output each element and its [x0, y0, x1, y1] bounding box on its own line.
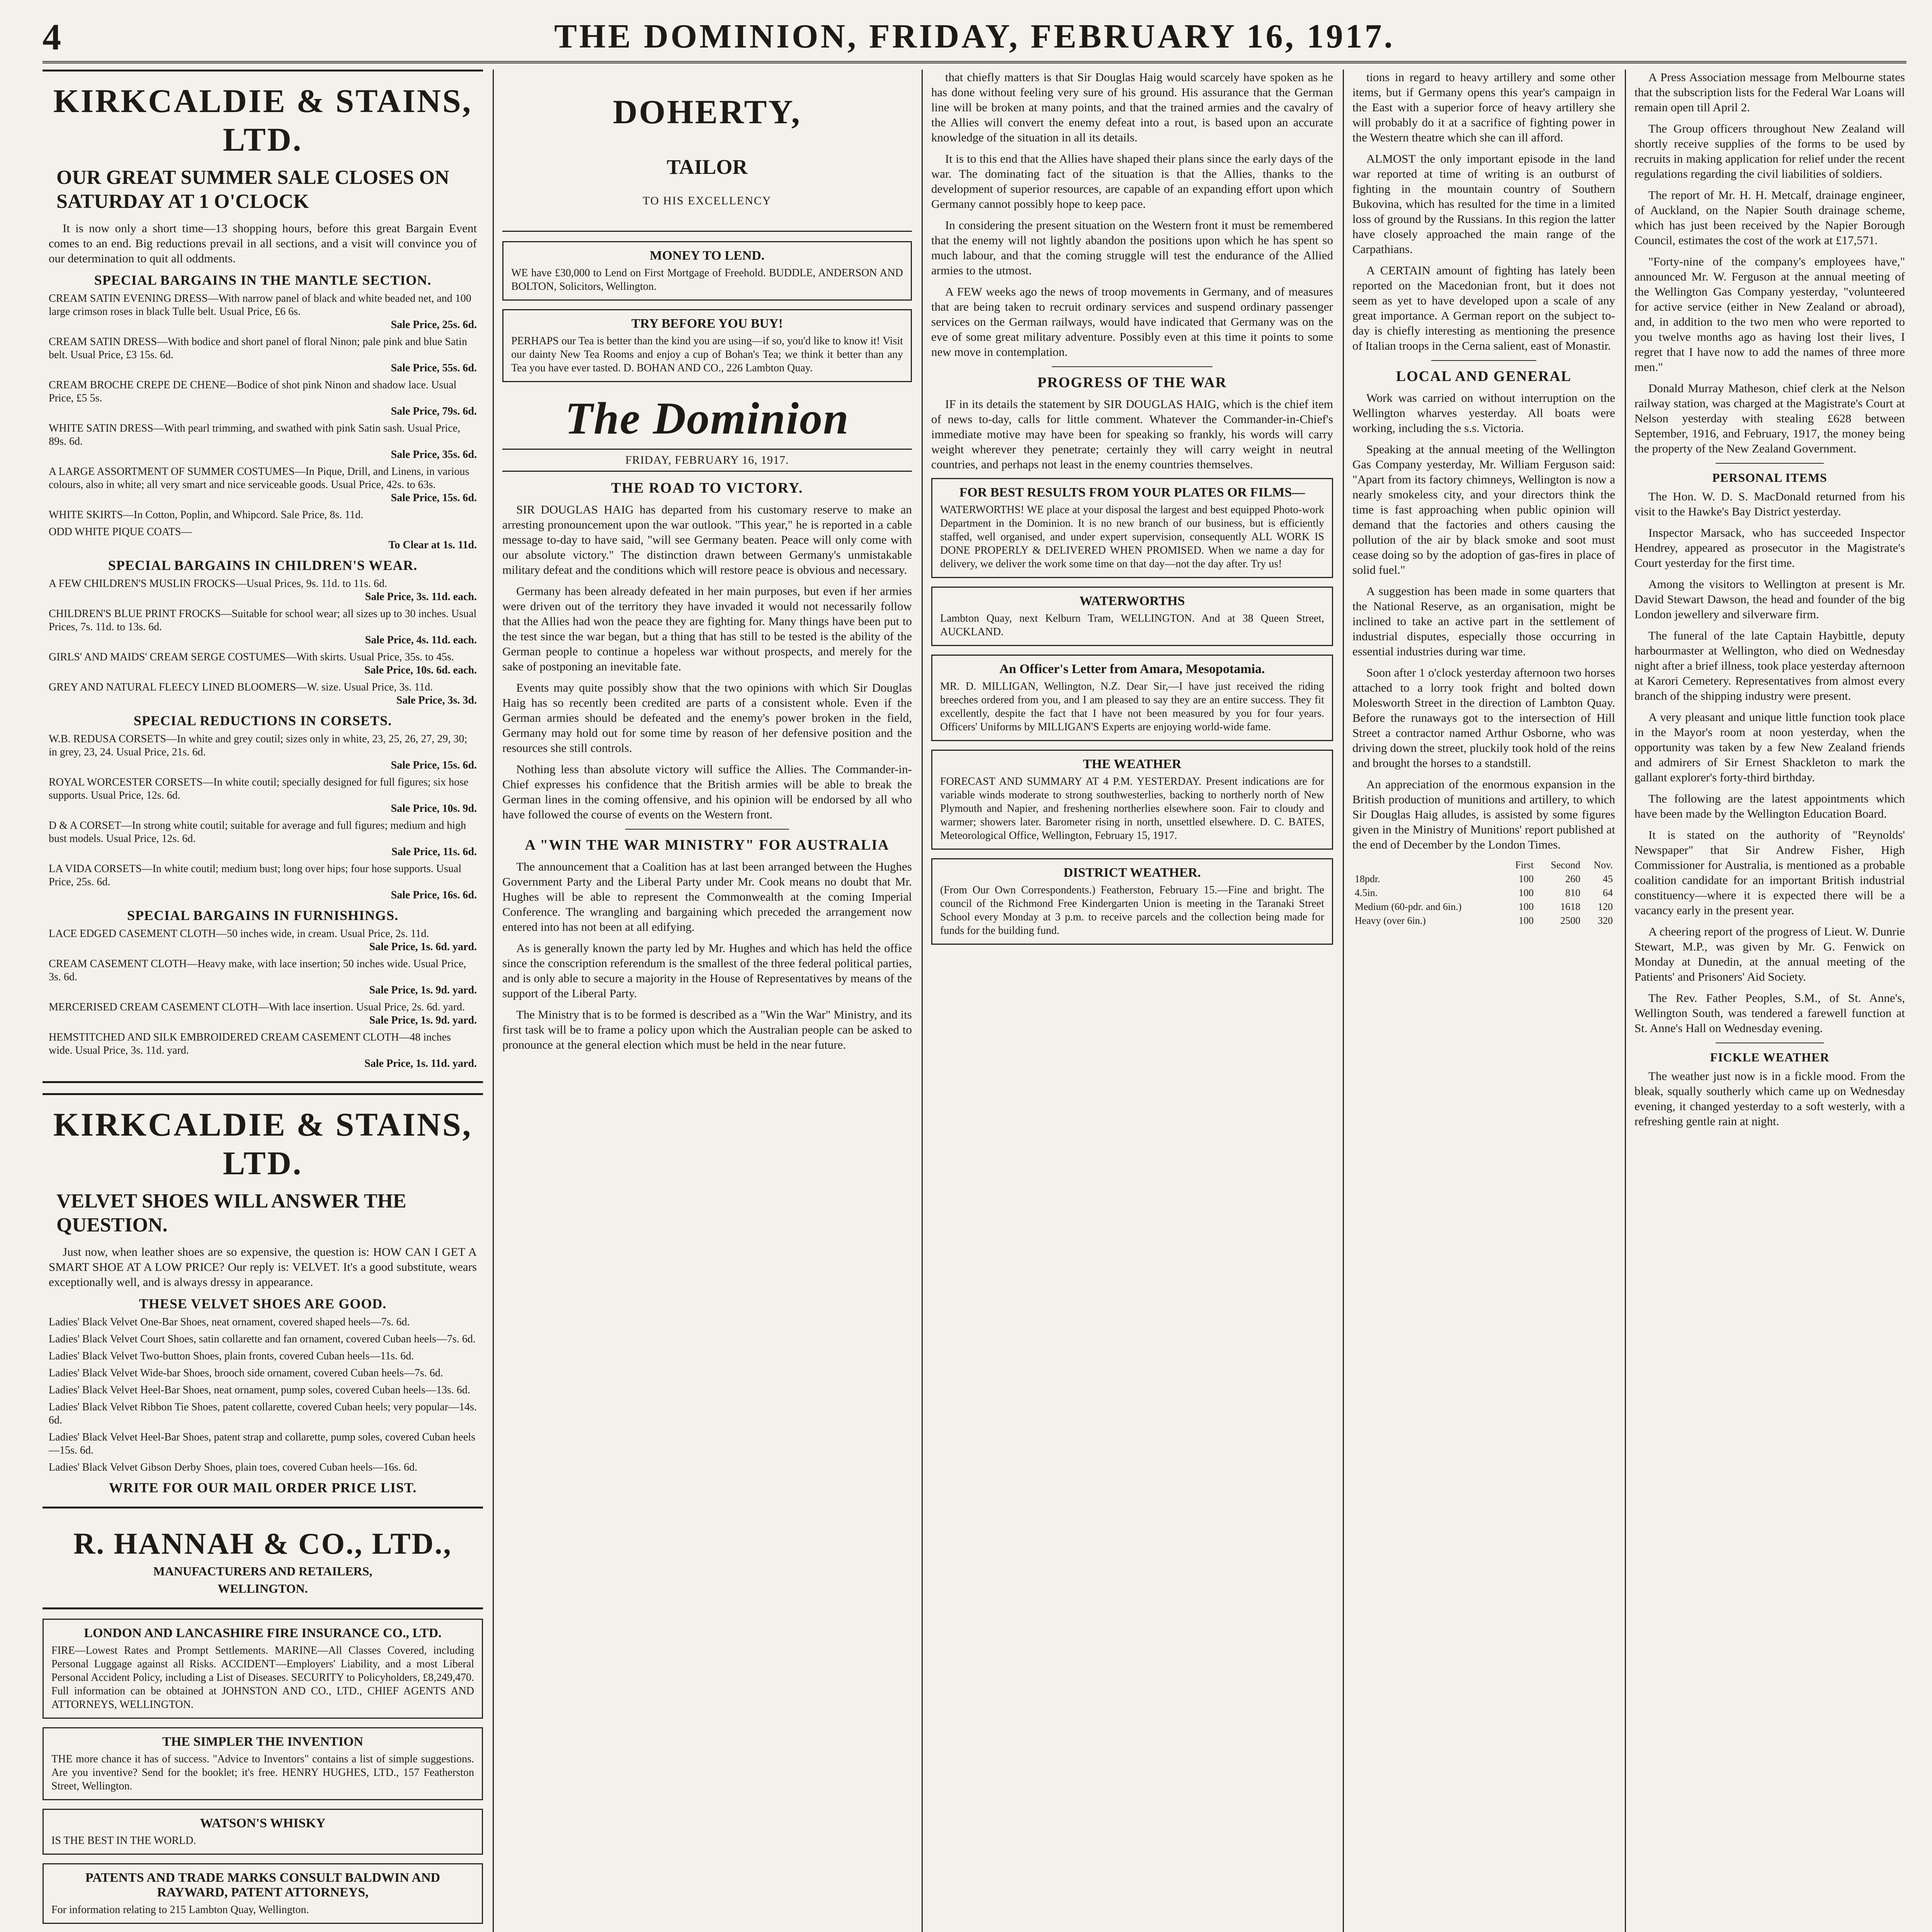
table-cell: Second: [1551, 859, 1580, 871]
paragraph: The Group officers throughout New Zealand will shortly receive supplies of the forms to be used by recruits in making application for relief under the recent regulations regarding the civil liabilities of soldiers.: [1634, 122, 1905, 180]
paragraph: Work was carried on without interruption on the Wellington wharves yesterday. All boats were working, including the s.s. Victoria.: [1352, 391, 1615, 435]
table-cell: 320: [1598, 915, 1613, 926]
column-divider: [493, 70, 494, 1932]
ad-heading: An Officer's Letter from Amara, Mesopotamia.: [999, 662, 1265, 676]
shoe-item: Ladies' Black Velvet Heel-Bar Shoes, neat ornament, pump soles, covered Cuban heels—13s. 6d.: [49, 1384, 470, 1396]
bargain-price: Sale Price, 55s. 6d.: [391, 362, 477, 374]
paragraph: A suggestion has been made in some quarters that the National Reserve, as an organisation, might be inclined to take an active part in the settlement of industrial disputes, especially those occurring in essential industries during war time.: [1352, 584, 1615, 658]
table-cell: [1352, 858, 1505, 872]
ad-text: MR. D. MILLIGAN, Wellington, N.Z. Dear Sir,—I have just received the riding breeches ordered from you, and I am pleased to say they are an entire success. They fit excellently, despite the fact that I have not been measured by you for four years. Officers' Uniforms by MILLIGAN'S Experts are enjoying world-wide fame.: [940, 680, 1324, 733]
bargain-description: WHITE SATIN DRESS—With pearl trimming, and swathed with pink Satin sash. Usual Price, 89s. 6d.: [49, 422, 461, 447]
bargain-item: [49, 526, 477, 552]
advert-intro: It is now only a short time—13 shopping hours, before this great Bargain Event comes to an end. Big reductions prevail in all sections, and a visit will convince you of our determination to quit all oddments.: [49, 221, 477, 265]
article-headline: THE ROAD TO VICTORY.: [611, 480, 803, 496]
mail-order-note: WRITE FOR OUR MAIL ORDER PRICE LIST.: [109, 1480, 417, 1495]
table-row: [1352, 872, 1615, 886]
bargain-description: W.B. REDUSA CORSETS—In white and grey coutil; sizes only in white, 23, 25, 26, 27, 29, 30; in grey, 23, 24. Usual Price, 21s. 6d.: [49, 733, 468, 758]
paragraph: that chiefly matters is that Sir Douglas Haig would scarcely have spoken as he has done without feeling very sure of his ground. His assurance that the German line will be broken at many points, and that the trained armies and the cavalry of the Allies will convert the enemy defeat into a rout, is based upon an accurate knowledge of the situation in all its details.: [931, 70, 1333, 144]
advert-line: MANUFACTURERS AND RETAILERS,: [153, 1564, 372, 1578]
classified-ads: [931, 478, 1333, 945]
bargain-item: [49, 607, 477, 647]
shoe-list: [49, 1316, 477, 1474]
paragraph: It is to this end that the Allies have shaped their plans since the early days of the war. The dominating fact of the situation is that the Allies, thanks to the development of superior resources, are capable of an expanding effort upon which Germany cannot possibly hope to keep pace.: [931, 152, 1333, 211]
classified-ad: [502, 241, 912, 301]
shoe-item: Ladies' Black Velvet Two-button Shoes, plain fronts, covered Cuban heels—11s. 6d.: [49, 1350, 414, 1362]
table-cell: 4.5in.: [1355, 887, 1378, 898]
bargain-description: A LARGE ASSORTMENT OF SUMMER COSTUMES—In Pique, Drill, and Linens, in various colours, also in white; all very smart and nice serviceable goods. Usual Price, 42s. to 63s.: [49, 466, 469, 491]
section-heading: THESE VELVET SHOES ARE GOOD.: [139, 1296, 387, 1311]
table-cell: 2500: [1560, 915, 1580, 926]
divider: [1431, 360, 1536, 361]
paragraph: Events may quite possibly show that the two opinions with which Sir Douglas Haig has so recently been credited are parts of a consistent whole. Even if the German armies should be defeated and the enemy's power broken in the field, Germany may hold out for some time by reason of her defensive position and the resources she still controls.: [502, 681, 912, 755]
ad-text: (From Our Own Correspondents.) Featherston, February 15.—Fine and bright. The council of the Richmond Free Kindergarten Union is meeting in the Taranaki Street School every Monday at 3 p.m. to receive parcels and the collection being made for funds for the building fund.: [940, 884, 1324, 937]
masthead-rule: [43, 61, 1906, 63]
bargain-price: Sale Price, 1s. 11d. yard.: [364, 1058, 477, 1070]
advert-appointment: TO HIS EXCELLENCY: [643, 194, 772, 207]
table-cell: 100: [1519, 873, 1534, 884]
bargain-price: Sale Price, 4s. 11d. each.: [365, 634, 477, 646]
masthead-title: THE DOMINION, FRIDAY, FEBRUARY 16, 1917.: [554, 18, 1395, 55]
paragraph: IF in its details the statement by SIR DOUGLAS HAIG, which is the chief item of news to-day, calls for little comment. Whatever the Commander-in-Chief's immediate motive may have been for speaking so frankly, his words will carry weight wherever they penetrate; certainly they will carry weight in neutral countries, and perhaps not least in the enemy countries themselves.: [931, 397, 1333, 471]
masthead: [43, 12, 1906, 62]
classified-ad: [931, 655, 1333, 741]
column-divider: [1343, 70, 1344, 1932]
paragraph: Inspector Marsack, who has succeeded Inspector Hendrey, appeared as prosecutor in the Magistrate's Court yesterday for the first time.: [1634, 526, 1905, 570]
shoe-item: Ladies' Black Velvet Heel-Bar Shoes, patent strap and collarette, pump soles, covered Cuban heels—15s. 6d.: [49, 1431, 475, 1456]
bargain-price: Sale Price, 15s. 6d.: [391, 759, 477, 771]
bargain-price: To Clear at 1s. 11d.: [388, 539, 477, 551]
divider: [1052, 366, 1213, 367]
bargain-description: CREAM CASEMENT CLOTH—Heavy make, with lace insertion; 50 inches wide. Usual Price, 3s. 6d.: [49, 958, 466, 983]
page-number: 4: [43, 16, 61, 58]
advertiser-name: R. HANNAH & CO., LTD.,: [73, 1527, 452, 1560]
shoe-item: Ladies' Black Velvet Court Shoes, satin collarette and fan ornament, covered Cuban heels—7s. 6d.: [49, 1333, 476, 1345]
table-cell: Nov.: [1594, 859, 1613, 871]
classified-ads: [43, 1619, 483, 1932]
bargain-item: [49, 733, 477, 772]
bargain-description: GREY AND NATURAL FLEECY LINED BLOOMERS—W. size. Usual Price, 3s. 11d.: [49, 681, 433, 693]
bargain-description: A FEW CHILDREN'S MUSLIN FROCKS—Usual Prices, 9s. 11d. to 11s. 6d.: [49, 578, 387, 590]
table-cell: 64: [1603, 887, 1613, 898]
article-body: [931, 396, 1333, 472]
ad-text: FORECAST AND SUMMARY AT 4 P.M. YESTERDAY. Present indications are for variable winds moderate to strong southwesterlies, backing to northerly north of New Plymouth and Napier, and freshening northerlies elsewhere soon. Fair to cloudy and warmer; showers later. Barometer rising in north, unsettled elsewhere. D. C. BATES, Meteorological Office, Wellington, February 15, 1917.: [940, 776, 1324, 842]
table-cell: 100: [1519, 901, 1534, 912]
article-body: [1634, 1068, 1905, 1129]
bargain-price: Sale Price, 10s. 9d.: [391, 803, 477, 815]
bargain-item: [49, 819, 477, 859]
bargain-item: [49, 681, 477, 707]
column-divider: [1625, 70, 1626, 1932]
ad-text: IS THE BEST IN THE WORLD.: [51, 1835, 196, 1847]
shoe-item: Ladies' Black Velvet One-Bar Shoes, neat ornament, covered shaped heels—7s. 6d.: [49, 1316, 410, 1328]
ad-text: WATERWORTHS! WE place at your disposal the largest and best equipped Photo-work Department in the Dominion. It is no new branch of our business, but is efficiently staffed, well organised, and under expert supervision, consequently ALL WORK IS DONE PROPERLY & DELIVERED WHEN PROMISED. When we name a day for delivery, we deliver the work some time on that day—not the day after. Try us!: [940, 504, 1324, 570]
advert-trade: TAILOR: [667, 155, 748, 179]
bargain-price: Sale Price, 10s. 6d. each.: [364, 664, 477, 676]
table-cell: 100: [1519, 915, 1534, 926]
bargain-item: [49, 422, 477, 461]
ad-heading: LONDON AND LANCASHIRE FIRE INSURANCE CO., LTD.: [84, 1626, 442, 1640]
divider: [625, 829, 789, 830]
paragraph: "Forty-nine of the company's employees have," announced Mr. W. Ferguson at the annual meeting of the Wellington Gas Company yesterday, "volunteered for active service (either in New Zealand or abroad), and, in addition to the two men who were reported to you twelve months ago as having lost their lives, I regret that I have now to add the names of three more men.": [1634, 255, 1905, 374]
bargain-description: CREAM SATIN EVENING DRESS—With narrow panel of black and white beaded net, and 100 large crimson roses in black Tulle belt. Usual Price, £6 6s.: [49, 293, 471, 318]
classified-ad: [43, 1863, 483, 1924]
ad-heading: MONEY TO LEND.: [650, 248, 765, 263]
shoe-item: Ladies' Black Velvet Ribbon Tie Shoes, patent collarette, covered Cuban heels; very popular—14s. 6d.: [49, 1401, 477, 1426]
table-cell: First: [1515, 859, 1534, 871]
mantle-bargain-list: [49, 292, 477, 552]
ad-text: PERHAPS our Tea is better than the kind you are using—if so, you'd like to know it! Visit our dainty New Tea Rooms and enjoy a cup of Bohan's Tea; we think it better than any Tea you have ever tasted. D. BOHAN AND CO., 226 Lambton Quay.: [511, 335, 903, 374]
table-cell: 1618: [1560, 901, 1580, 912]
section-heading: SPECIAL BARGAINS IN FURNISHINGS.: [127, 908, 399, 923]
paragraph: As is generally known the party led by Mr. Hughes and which has held the office since the conscription referendum is the smallest of the three federal political parties, and is only able to secure a majority in the House of Representatives by means of the support of the Liberal Party.: [502, 941, 912, 1000]
article-body: [1634, 628, 1905, 1036]
ad-heading: WATSON'S WHISKY: [200, 1816, 326, 1830]
table-cell: 260: [1565, 873, 1580, 884]
divider: [1716, 463, 1824, 464]
paragraph: The weather just now is in a fickle mood. From the bleak, squally southerly which came up on Wednesday evening, it changed yesterday to a soft westerly, with a refreshing gentle rain at night.: [1634, 1069, 1905, 1128]
doherty-advert: [502, 70, 912, 232]
bargain-description: HEMSTITCHED AND SILK EMBROIDERED CREAM CASEMENT CLOTH—48 inches wide. Usual Price, 3s. 11d. yard.: [49, 1031, 451, 1056]
paragraph: A FEW weeks ago the news of troop movements in Germany, and of measures that are being taken to recruit ordinary services and suspend ordinary passenger services on the German railways, would have indicated that Germany was on the eve of some great military adventure. Possibly even at this time it points to some new move in contemplation.: [931, 285, 1333, 359]
ad-text: FIRE—Lowest Rates and Prompt Settlements. MARINE—All Classes Covered, including Personal Luggage against all Risks. ACCIDENT—Employers' Liability, and a most Liberal Personal Accident Policy, including a List of Diseases. SECURITY to Policyholders, £8,249,470. Full information can be obtained at JOHNSTON AND CO., LTD., CHIEF AGENTS AND ATTORNEYS, WELLINGTON.: [51, 1645, 474, 1711]
bargain-description: CREAM SATIN DRESS—With bodice and short panel of floral Ninon; pale pink and blue Satin belt. Usual Price, £3 15s. 6d.: [49, 336, 467, 361]
article-body: [502, 502, 912, 822]
table-cell: Medium (60-pdr. and 6in.): [1355, 901, 1462, 912]
leader-column: [502, 70, 912, 1932]
table-row: [1352, 900, 1615, 914]
bargain-description: D & A CORSET—In strong white coutil; suitable for average and full figures; medium and high bust models. Usual Price, 12s. 6d.: [49, 820, 466, 845]
ad-heading: PATENTS AND TRADE MARKS CONSULT BALDWIN AND RAYWARD, PATENT ATTORNEYS,: [85, 1871, 440, 1900]
classified-ad: [931, 478, 1333, 578]
advert-intro: Just now, when leather shoes are so expensive, the question is: HOW CAN I GET A SMART SHOE AT A LOW PRICE? Our reply is: VELVET. It's a good substitute, wears exceptionally well, and is always dressy in appearance.: [49, 1245, 477, 1289]
paragraph: A CERTAIN amount of fighting has lately been reported on the Macedonian front, but it does not seem as yet to have developed upon a scale of any great importance. A German report on the subject to-day is chiefly interesting as mentioning the presence of Italian troops in the Cerna salient, east of Monastir.: [1352, 264, 1615, 352]
bargain-price: Sale Price, 1s. 6d. yard.: [369, 941, 477, 953]
bargain-item: [49, 509, 477, 522]
advert-headline: VELVET SHOES WILL ANSWER THE QUESTION.: [56, 1190, 406, 1236]
article-headline: PERSONAL ITEMS: [1712, 471, 1827, 485]
paragraph: The Hon. W. D. S. MacDonald returned from his visit to the Hawke's Bay District yesterday.: [1634, 490, 1905, 518]
article-headline: FICKLE WEATHER: [1710, 1050, 1830, 1064]
paragraph: A cheering report of the progress of Lieut. W. Dunrie Stewart, M.P., was given by Mr. G. Fenwick on Monday at Dunedin, at the annual meeting of the Patients' and Prisoners' Aid Society.: [1634, 925, 1905, 983]
bargain-price: Sale Price, 16s. 6d.: [391, 889, 477, 901]
paragraph: The Rev. Father Peoples, S.M., of St. Anne's, Wellington South, was tendered a farewell function at St. Anne's Hall on Wednesday evening.: [1634, 991, 1905, 1035]
bargain-price: Sale Price, 3s. 11d. each.: [365, 591, 477, 603]
paragraph: A Press Association message from Melbourne states that the subscription lists for the Federal War Loans will remain open till April 2.: [1634, 70, 1905, 114]
ad-heading: DISTRICT WEATHER.: [1063, 866, 1201, 880]
advert-headline: OUR GREAT SUMMER SALE CLOSES ON SATURDAY AT 1 O'CLOCK: [56, 167, 449, 213]
bargain-description: CHILDREN'S BLUE PRINT FROCKS—Suitable for school wear; all sizes up to 30 inches. Usual Prices, 7s. 11d. to 13s. 6d.: [49, 608, 477, 633]
bargain-price: Sale Price, 1s. 9d. yard.: [369, 1014, 477, 1026]
advert-line: WELLINGTON.: [218, 1582, 308, 1595]
table-cell: 45: [1603, 873, 1613, 884]
bargain-item: [49, 1031, 477, 1070]
article-body: [1352, 390, 1615, 852]
children-bargain-list: [49, 577, 477, 707]
classified-ad: [43, 1809, 483, 1855]
bargain-description: LACE EDGED CASEMENT CLOTH—50 inches wide, in cream. Usual Price, 2s. 11d.: [49, 928, 429, 940]
bargain-price: Sale Price, 79s. 6d.: [391, 405, 477, 417]
ad-text: THE more chance it has of success. "Advice to Inventors" contains a list of simple suggestions. Are you inventive? Send for the booklet; it's free. HENRY HUGHES, LTD., 157 Featherston Street, Wellington.: [51, 1753, 474, 1792]
paragraph: Donald Murray Matheson, chief clerk at the Nelson railway station, was charged at the Magistrate's Court at Nelson yesterday with stealing £628 between September, 1916, and February, 1917, the money being the property of the New Zealand Government.: [1634, 381, 1905, 455]
section-heading: SPECIAL REDUCTIONS IN CORSETS.: [133, 713, 392, 728]
bargain-item: [49, 1001, 477, 1027]
paragraph: The funeral of the late Captain Haybittle, deputy harbourmaster at Wellington, who died on Wednesday night after a brief illness, took place yesterday afternoon at Karori Cemetery. Representatives from almost every branch of the shipping industry were present.: [1634, 629, 1905, 702]
table-row: [1352, 914, 1615, 928]
section-heading: SPECIAL BARGAINS IN CHILDREN'S WEAR.: [108, 558, 418, 573]
bargain-item: [49, 465, 477, 505]
classified-ads: [502, 241, 912, 382]
paragraph: The Ministry that is to be formed is described as a "Win the War" Ministry, and its first task will be to frame a policy upon which the Australian people can be asked to pronounce at the general election which must be held in the near future.: [502, 1008, 912, 1051]
article-body: [931, 70, 1333, 359]
shoe-item: Ladies' Black Velvet Gibson Derby Shoes, plain toes, covered Cuban heels—16s. 6d.: [49, 1461, 418, 1473]
ad-heading: TRY BEFORE YOU BUY!: [631, 316, 783, 331]
advertiser-name: KIRKCALDIE & STAINS, LTD.: [53, 82, 473, 158]
paragraph: tions in regard to heavy artillery and some other items, but if Germany opens this year's campaign in the East with a superior force of heavy artillery she will probably do it at a sacrifice of fighting power in the Western theatre which she can ill afford.: [1352, 70, 1615, 144]
hannah-advert: [43, 1519, 483, 1609]
bargain-description: LA VIDA CORSETS—In white coutil; medium bust; long over hips; four hose supports. Usual Price, 25s. 6d.: [49, 863, 462, 888]
advertisement-column: [43, 70, 483, 1932]
table-cell: 810: [1565, 887, 1580, 898]
ad-heading: THE SIMPLER THE INVENTION: [162, 1735, 363, 1749]
table-row: [1352, 886, 1615, 900]
bargain-description: ROYAL WORCESTER CORSETS—In white coutil; specially designed for full figures; six hose supports. Usual Price, 12s. 6d.: [49, 776, 469, 801]
classified-ad: [931, 587, 1333, 646]
ad-text: Lambton Quay, next Kelburn Tram, WELLINGTON. And at 38 Queen Street, AUCKLAND.: [940, 612, 1324, 638]
dateline: FRIDAY, FEBRUARY 16, 1917.: [502, 449, 912, 472]
bargain-item: [49, 651, 477, 677]
article-body: [502, 859, 912, 1052]
bargain-description: CREAM BROCHE CREPE DE CHENE—Bodice of shot pink Ninon and shadow lace. Usual Price, £5 5s.: [49, 379, 457, 404]
bargain-item: [49, 335, 477, 375]
bargain-description: WHITE SKIRTS—In Cotton, Poplin, and Whipcord. Sale Price, 8s. 11d.: [49, 509, 364, 521]
advertiser-name: KIRKCALDIE & STAINS, LTD.: [53, 1106, 473, 1182]
bargain-price: Sale Price, 35s. 6d.: [391, 449, 477, 461]
paragraph: ALMOST the only important episode in the land war reported at time of writing is an outburst of fighting in the mountain country of Southern Bukovina, which has resulted for the time in a limited loss of ground by the Russians. In this region the latter have closely approached the main range of the Carpathians.: [1352, 152, 1615, 256]
bargain-price: Sale Price, 1s. 9d. yard.: [369, 984, 477, 996]
article-body: [1352, 70, 1615, 353]
paragraph: The announcement that a Coalition has at last been arranged between the Hughes Government Party and the Liberal Party under Mr. Cook means no doubt that Mr. Hughes will be able to represent the Commonwealth at the coming Imperial Conference. The wrangling and bargaining which preceded the arrangement now entered into has not been at all edifying.: [502, 860, 912, 934]
bargain-item: [49, 927, 477, 954]
table-cell: Heavy (over 6in.): [1355, 915, 1426, 926]
table-cell: 120: [1598, 901, 1613, 912]
article-column: [1352, 70, 1615, 1932]
paragraph: Soon after 1 o'clock yesterday afternoon two horses attached to a lorry took fright and bolted down Molesworth Street in the direction of Lambton Quay. Before the runaways got to the intersection of Hill Street a contractor named Arthur Osborne, who was driving down the street, pluckily took hold of the reins and brought the horses to a standstill.: [1352, 666, 1615, 770]
classified-ad: [43, 1619, 483, 1719]
shoe-item: Ladies' Black Velvet Wide-bar Shoes, brooch side ornament, covered Cuban heels—7s. 6d.: [49, 1367, 443, 1379]
paragraph: Nothing less than absolute victory will suffice the Allies. The Commander-in-Chief expresses his confidence that the British armies will be able to break the German lines in the coming offensive, and his opinion will be endorsed by all who have followed the course of events on the Western front.: [502, 762, 912, 821]
bargain-description: GIRLS' AND MAIDS' CREAM SERGE COSTUMES—With skirts. Usual Price, 35s. to 45s.: [49, 651, 454, 663]
bargain-description: MERCERISED CREAM CASEMENT CLOTH—With lace insertion. Usual Price, 2s. 6d. yard.: [49, 1001, 465, 1013]
paragraph: Speaking at the annual meeting of the Wellington Gas Company yesterday, Mr. William Ferguson said: "Apart from its factory chimneys, Wellington is now a nearly smokeless city, and your directors think the time is fast approaching when public opinion will demand that the factories and others causing the pollution of the air by black smoke and soot must cease doing so by the adoption of gas-fires in place of solid fuel.": [1352, 442, 1615, 577]
kirkcaldie-sale-advert: [43, 70, 483, 1083]
bargain-description: ODD WHITE PIQUE COATS—: [49, 526, 192, 538]
paragraph: Among the visitors to Wellington at present is Mr. David Stewart Dawson, the head and founder of the big London jewellery and silverware firm.: [1634, 577, 1905, 621]
classified-ad: [43, 1727, 483, 1800]
paragraph: In considering the present situation on the Western front it must be remembered that the enemy will not lightly abandon the positions upon which he has spent so much labour, and that the coming struggle will test the endurance of the Allied armies to the utmost.: [931, 218, 1333, 277]
column-divider: [922, 70, 923, 1932]
bargain-price: Sale Price, 15s. 6d.: [391, 492, 477, 504]
paragraph: Germany has been already defeated in her main purposes, but even if her armies were driven out of the territory they have invaded it would not necessarily follow that the Allies had won the peace they are fighting for. Many things have been put to the test since the war began, but a thing that has still to be tested is the ability of the German people to continue a hopeless war without prospects, and merely for the sake of postponing an inevitable fate.: [502, 584, 912, 673]
article-column: [1634, 70, 1905, 1932]
ad-text: WE have £30,000 to Lend on First Mortgage of Freehold. BUDDLE, ANDERSON AND BOLTON, Solicitors, Wellington.: [511, 267, 903, 293]
article-body: [1634, 489, 1905, 622]
newspaper-flag: The Dominion: [565, 393, 849, 444]
paragraph: An appreciation of the enormous expansion in the British production of munitions and artillery, to which Sir Douglas Haig alludes, is assisted by some figures given in the Ministry of Munitions' report published at the end of December by the London Times.: [1352, 777, 1615, 851]
article-headline: LOCAL AND GENERAL: [1396, 368, 1572, 384]
bargain-item: [49, 862, 477, 902]
paragraph: SIR DOUGLAS HAIG has departed from his customary reserve to make an arresting pronouncement upon the war outlook. "This year," he is reported in a cable message to-day to have said, "will see Germany beaten. Peace will only come with our absolute victory." The distinction drawn between Germany's unmistakable military defeat and the conditions which will restore peace is obvious and necessary.: [502, 503, 912, 577]
bargain-item: [49, 776, 477, 815]
section-heading: SPECIAL BARGAINS IN THE MANTLE SECTION.: [94, 272, 432, 288]
corset-bargain-list: [49, 733, 477, 902]
bargain-item: [49, 957, 477, 997]
ad-heading: WATERWORTHS: [1079, 594, 1185, 608]
paragraph: The report of Mr. H. H. Metcalf, drainage engineer, of Auckland, on the Napier South drainage scheme, which has just been received by the Napier Borough Council, estimates the cost of the work at £17,571.: [1634, 188, 1905, 247]
bargain-price: Sale Price, 11s. 6d.: [391, 846, 477, 858]
article-body: [1634, 70, 1905, 456]
table-cell: 18pdr.: [1355, 873, 1380, 884]
bargain-item: [49, 292, 477, 332]
bargain-item: [49, 577, 477, 604]
article-headline: A "WIN THE WAR MINISTRY" FOR AUSTRALIA: [525, 837, 889, 853]
paragraph: The following are the latest appointments which have been made by the Wellington Education Board.: [1634, 792, 1905, 820]
munitions-table: [1352, 858, 1615, 928]
classified-ad: [931, 750, 1333, 850]
classified-ad: [502, 309, 912, 382]
bargain-item: [49, 379, 477, 418]
ad-heading: FOR BEST RESULTS FROM YOUR PLATES OR FILMS—: [959, 485, 1305, 500]
article-headline: PROGRESS OF THE WAR: [1037, 374, 1227, 391]
paragraph: A very pleasant and unique little function took place in the Mayor's room at noon yesterday, when the opportunity was taken by a few New Zealand friends and admirers of Sir Ernest Shackleton to mark the gallant explorer's forty-third birthday.: [1634, 710, 1905, 784]
bargain-price: Sale Price, 3s. 3d.: [396, 694, 477, 706]
ad-text: For information relating to 215 Lambton Quay, Wellington.: [51, 1904, 309, 1916]
paragraph: It is stated on the authority of "Reynolds' Newspaper" that Sir Andrew Fisher, High Commissioner for Australia, is mentioned as a probable coalition candidate for an important British industrial constituency—where it is expected there will be a vacancy early in the present year.: [1634, 828, 1905, 917]
kirkcaldie-shoes-advert: [43, 1093, 483, 1509]
furnishing-bargain-list: [49, 927, 477, 1070]
ad-heading: THE WEATHER: [1083, 757, 1182, 771]
table-row: [1352, 858, 1615, 872]
article-column: [931, 70, 1333, 1932]
bargain-price: Sale Price, 25s. 6d.: [391, 319, 477, 331]
table-cell: 100: [1519, 887, 1534, 898]
advertiser-name: DOHERTY,: [613, 94, 801, 131]
classified-ad: [931, 858, 1333, 945]
